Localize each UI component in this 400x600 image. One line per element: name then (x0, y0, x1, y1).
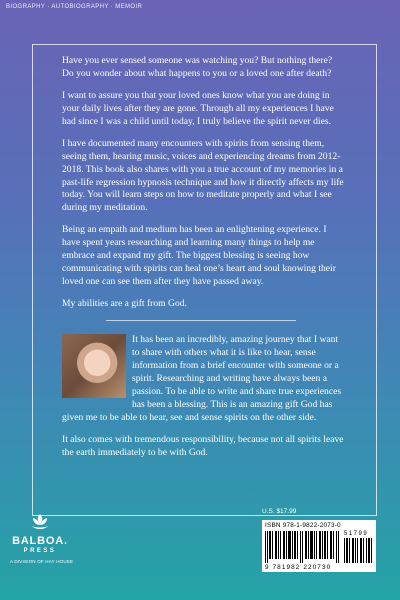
bio-paragraph: It has been an incredibly, amazing journey that I want to share with others what it is like to hear, sense information from a brief encounter with someone or a spirit. Researching and writing have always been a passion. To be able to write and share true experiences has been a blessing. This is an amazing gift God has given me to be able to hear, see and sense spirits on the other side. (62, 334, 342, 423)
blurb (62, 55, 344, 320)
category-line: BIOGRAPHY · AUTOBIOGRAPHY · MEMOIR (6, 4, 143, 10)
barcode-bars (265, 531, 339, 563)
barcode-addon-bars (344, 538, 373, 563)
blurb-paragraph: I want to assure you that your loved ones know what you are doing in your daily lives after they are gone. Through all my experiences I have had since I was a child until today, I truly believe the spirit never dies. (62, 89, 334, 127)
barcode-addon-number: 51799 (344, 531, 369, 537)
publisher-sub: PRESS (23, 548, 57, 554)
price-label: U.S. $17.99 (262, 508, 297, 515)
section-divider (106, 320, 296, 321)
blurb-paragraph: I have documented many encounters with spirits from sensing them, seeing them, hearing music, voices and experiencing dreams from 2012-2018. This book also shares with you a true account of my memories in a past-life regression hypnosis technique and how it directly affects my life today. You will learn steps on how to meditate properly and what I see during my meditation. (62, 137, 344, 214)
author-bio (62, 334, 344, 468)
publisher-division: A DIVISION OF HAY HOUSE (10, 559, 74, 564)
bio-paragraph: It also comes with tremendous responsibility, because not all spirits leave the earth immediately to be with God. (62, 433, 344, 458)
publisher-logo (10, 512, 74, 592)
photo-spacer (62, 334, 132, 400)
publisher-name: BALBOA. (12, 535, 68, 547)
blurb-paragraph: Have you ever sensed someone was watching you? But nothing there? Do you wonder about what happens to you or a loved one after death? (62, 55, 333, 79)
barcode (262, 520, 376, 572)
isbn-text: ISBN 978-1-9822-2073-0 (265, 522, 341, 529)
blurb-paragraph: Being an empath and medium has been an enlightening experience. I have spent years researching and learning many things to help me embrace and expand my gift. The biggest blessing is seeing how communicating with spirits can heal one’s heart and soul knowing their loved one can see them after they have passed away. (62, 224, 336, 288)
blurb-paragraph: My abilities are a gift from God. (62, 298, 187, 309)
lotus-b-icon (29, 512, 51, 534)
barcode-number: 9 781982 220730 (265, 564, 332, 571)
